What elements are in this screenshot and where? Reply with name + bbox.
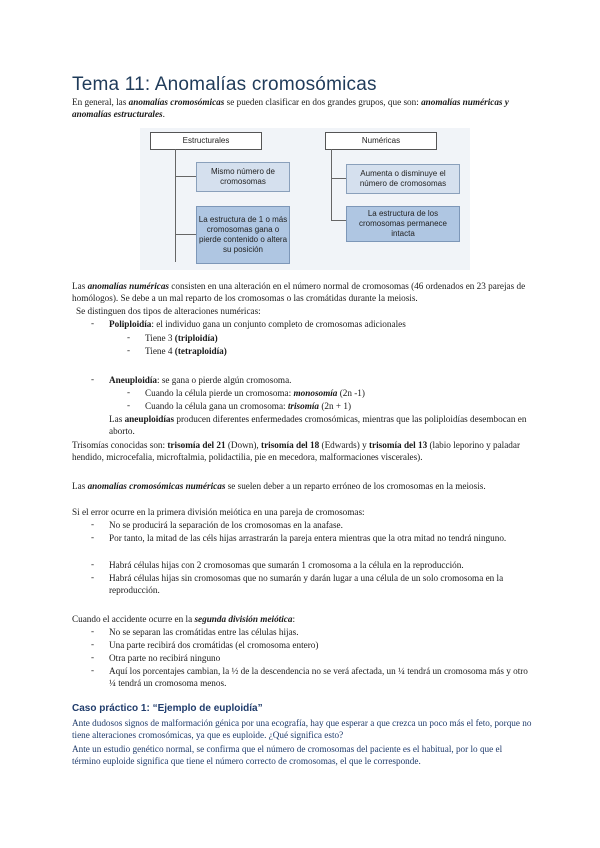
list-item: Otra parte no recibirá ninguno: [109, 653, 221, 663]
list-item: Por tanto, la mitad de las céls hijas arrastrarán la pareja entera mientras que la otra mitad no tendrá ninguno.: [109, 533, 507, 543]
intro-paragraph: En general, las anomalías cromosómicas se pueden clasificar en dos grandes grupos, que son: anomalías numéricas y anomalías estructurales.: [72, 97, 509, 119]
list-item-monosomia: Cuando la célula pierde un cromosoma: monosomía (2n -1): [145, 388, 365, 398]
diagram-connector: [175, 149, 176, 262]
first-division-intro: Si el error ocurre en la primera división meiótica en una pareja de cromosomas:: [72, 507, 365, 517]
list-dash: -: [91, 559, 95, 569]
list-dash: -: [127, 400, 131, 410]
list-item: Aquí los porcentajes cambian, la ½ de la descendencia no se verá afectada, un ¼ tendrá un cromosoma más y otro ¼ tendrá un cromosoma menos.: [109, 666, 528, 688]
numeric-paragraph: Las anomalías numéricas consisten en una alteración en el número normal de cromosomas (46 ordenados en 23 parejas de homólogos). Se debe a un mal reparto de los cromosomas o las cromátidas durante la meiosis.: [72, 281, 526, 303]
diagram-connector: [331, 149, 332, 221]
second-division-intro: Cuando el accidente ocurre en la segunda división meiótica:: [72, 614, 296, 624]
list-dash: -: [91, 639, 95, 649]
known-trisomies-paragraph: Trisomías conocidas son: trisomía del 21 (Down), trisomía del 18 (Edwards) y trisomía del 13 (labio leporino y paladar hendido, microcefalia, microftalmia, polidactilia, pie en mecedora, malformaciones viscerales).: [72, 440, 521, 462]
list-dash: -: [91, 532, 95, 542]
list-item-tetraploidia: Tiene 4 (tetraploidía): [145, 346, 227, 356]
list-item-aneuploidia: Aneuploidía: se gana o pierde algún cromosoma.: [109, 375, 292, 385]
list-dash: -: [91, 626, 95, 636]
list-item-poliploidia: Poliploidía: el individuo gana un conjunto completo de cromosomas adicionales: [109, 319, 406, 329]
list-item: No se separan las cromátidas entre las células hijas.: [109, 627, 299, 637]
numeric-types-intro: Se distinguen dos tipos de alteraciones numéricas:: [76, 306, 261, 316]
meiosis-paragraph: Las anomalías cromosómicas numéricas se suelen deber a un reparto erróneo de los cromosomas en la meiosis.: [72, 481, 486, 491]
diagram-box-structure-intact: La estructura de los cromosomas permanece intacta: [346, 206, 460, 242]
diagram-connector: [175, 234, 196, 235]
list-item: Habrá células hijas con 2 cromosomas que sumarán 1 cromosoma a la célula en la reproducción.: [109, 560, 464, 570]
list-dash: -: [91, 652, 95, 662]
list-dash: -: [91, 519, 95, 529]
list-item-triploidia: Tiene 3 (triploidía): [145, 333, 218, 343]
list-dash: -: [127, 387, 131, 397]
list-item: Habrá células hijas sin cromosomas que no sumarán y darán lugar a una célula de un solo cromosoma en la reproducción.: [109, 573, 504, 595]
diagram-box-number-change: Aumenta o disminuye el número de cromosomas: [346, 164, 460, 194]
case-paragraph-answer: Ante un estudio genético normal, se confirma que el número de cromosomas del paciente es el habitual, por lo que el término euploide significa que tiene el número correcto de cromosomas, el que le corresponde.: [72, 744, 503, 766]
case-paragraph-question: Ante dudosos signos de malformación génica por una ecografía, hay que esperar a que crezca un poco más el feto, porque no tiene alteraciones cromosómicas, ya que es euploide. ¿Qué significa esto?: [72, 718, 532, 740]
list-dash: -: [127, 332, 131, 342]
list-dash: -: [91, 374, 95, 384]
diagram-connector: [331, 178, 346, 179]
diagram-box-same-number: Mismo número de cromosomas: [196, 162, 290, 192]
diagram-header-numeric: Numéricas: [325, 132, 437, 150]
diagram-connector: [331, 220, 346, 221]
aneuploidia-paragraph: Las aneuploidías producen diferentes enfermedades cromosómicas, mientras que las poliploidías desembocan en aborto.: [109, 414, 527, 436]
case-title: Caso práctico 1: “Ejemplo de euploidía”: [72, 703, 263, 714]
list-item: Una parte recibirá dos cromátidas (el cromosoma entero): [109, 640, 319, 650]
list-item: No se producirá la separación de los cromosomas en la anafase.: [109, 520, 343, 530]
list-dash: -: [91, 665, 95, 675]
diagram-connector: [175, 176, 196, 177]
page-title: Tema 11: Anomalías cromosómicas: [72, 74, 377, 95]
diagram-box-structure-change: La estructura de 1 o más cromosomas gana o pierde contenido o altera su posición: [196, 206, 290, 264]
classification-diagram: [140, 128, 470, 270]
list-dash: -: [91, 572, 95, 582]
list-item-trisomia: Cuando la célula gana un cromosoma: trisomía (2n + 1): [145, 401, 352, 411]
list-dash: -: [91, 318, 95, 328]
list-dash: -: [127, 345, 131, 355]
diagram-header-structural: Estructurales: [150, 132, 262, 150]
